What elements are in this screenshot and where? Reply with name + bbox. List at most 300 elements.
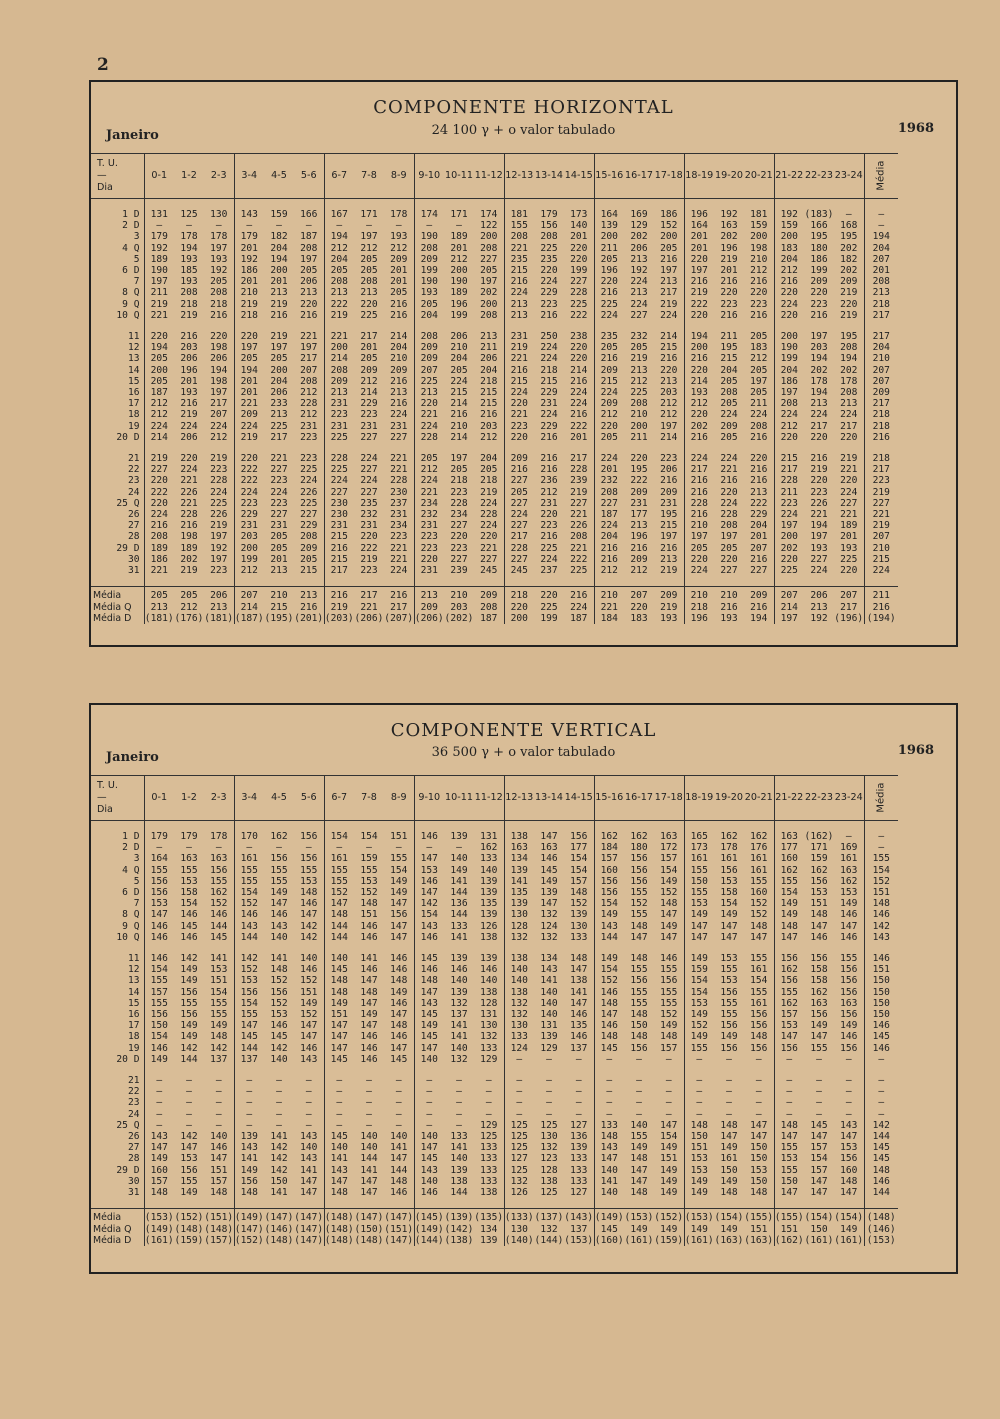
hour-value: 229 (750, 509, 768, 521)
hour-value: 216 (720, 276, 738, 288)
hour-value: 216 (480, 409, 498, 421)
hour-value: 133 (570, 1175, 588, 1187)
hour-value: 162 (810, 986, 828, 998)
hour-value: 207 (624, 587, 654, 602)
hour-value: 164 (684, 220, 714, 231)
hour-value: 220 (414, 554, 444, 565)
hour-value: 201 (684, 231, 714, 242)
hour-value: 206 (630, 242, 648, 254)
hour-value: 224 (144, 421, 174, 432)
hour-value: 152 (750, 909, 768, 921)
hour-value: 209 (840, 276, 858, 288)
hour-value: 142 (270, 1153, 288, 1165)
hour-value: 140 (450, 1153, 468, 1165)
hour-value: 146 (414, 932, 444, 943)
hour-value: 209 (594, 365, 624, 376)
hour-value: (147) (294, 1223, 324, 1235)
hour-value: 227 (270, 464, 288, 476)
hour-value: 133 (480, 1142, 498, 1154)
hour-value: 169 (840, 842, 858, 854)
hour-value: 179 (540, 209, 558, 220)
hour-value: 204 (720, 364, 738, 376)
hour-value: 152 (750, 898, 768, 910)
hour-value: 147 (570, 997, 588, 1009)
hour-value: 155 (750, 875, 768, 887)
hour-header: 19-20 (714, 776, 744, 821)
hour-value: 204 (480, 364, 498, 376)
mean-header (864, 776, 898, 821)
hour-value: 221 (180, 475, 198, 487)
hour-value: 146 (360, 1031, 378, 1043)
hour-value: 197 (234, 342, 264, 353)
hour-value: 223 (414, 531, 444, 542)
daily-mean: — (864, 209, 898, 220)
hour-value: 223 (450, 542, 468, 554)
hour-value: 150 (630, 1020, 648, 1032)
hour-value: 180 (810, 242, 828, 254)
hour-value: 147 (300, 1020, 318, 1032)
hour-header: 15-16 (594, 154, 624, 199)
hour-value: 146 (300, 898, 318, 910)
hour-value: 216 (570, 375, 588, 387)
hour-value: 144 (324, 932, 354, 943)
hour-value: 149 (660, 920, 678, 932)
hour-value: 214 (360, 387, 378, 399)
group-gap (91, 576, 898, 587)
hour-value: 189 (450, 231, 468, 243)
hour-value: 213 (270, 565, 288, 577)
hour-header: 15-16 (594, 776, 624, 821)
hour-value: 130 (504, 909, 534, 920)
hour-value: 209 (744, 587, 774, 602)
hour-value: 225 (540, 242, 558, 254)
hour-value: 187 (144, 387, 174, 398)
daily-mean: 208 (864, 276, 898, 287)
hour-value: 149 (660, 875, 678, 887)
day-label: 21 (127, 453, 140, 465)
hour-value: 223 (540, 520, 558, 532)
hour-value: 214 (144, 432, 174, 443)
daily-mean: 150 (864, 975, 898, 986)
hour-value: 194 (750, 612, 768, 624)
hour-value: 194 (684, 331, 714, 342)
hour-value: 224 (630, 276, 648, 288)
hour-value: 219 (504, 342, 534, 353)
hour-value: (142) (444, 1223, 474, 1235)
hour-value: 220 (774, 287, 804, 298)
hour-value: 155 (630, 909, 648, 921)
hour-value: 200 (684, 342, 714, 353)
hour-header: 6-7 (324, 154, 354, 199)
hour-value: 133 (480, 1175, 498, 1187)
hour-value: — (845, 1053, 852, 1065)
hour-value: 227 (450, 553, 468, 565)
hour-value: 221 (504, 409, 534, 420)
hour-value: 199 (570, 265, 588, 277)
table-row (91, 1097, 898, 1108)
hour-value: 224 (720, 453, 738, 465)
hour-value: — (726, 1097, 732, 1109)
hour-value: 158 (810, 975, 828, 987)
daily-mean: 204 (864, 342, 898, 353)
hour-value: 194 (324, 231, 354, 242)
hour-value: — (755, 1075, 762, 1087)
hour-value: 146 (450, 964, 468, 976)
hour-value: 200 (504, 613, 534, 624)
hour-value: 149 (270, 887, 288, 899)
hour-value: 166 (300, 209, 318, 220)
hour-value: 155 (750, 986, 768, 998)
hour-value: 142 (300, 931, 318, 943)
hour-value: 220 (234, 331, 264, 342)
hour-value: 205 (480, 464, 498, 476)
hour-value: 216 (270, 309, 288, 321)
hour-value: 156 (630, 875, 648, 887)
hour-value: 212 (660, 398, 678, 410)
hour-value: 223 (774, 498, 804, 509)
hour-value: 159 (774, 220, 804, 231)
hour-value: 224 (300, 475, 318, 487)
table-row (91, 1142, 898, 1153)
hour-value: 190 (774, 342, 804, 353)
hour-value: 151 (360, 909, 378, 921)
hour-value: (206) (354, 612, 384, 624)
hour-value: 194 (210, 364, 228, 376)
hour-value: 190 (450, 276, 468, 288)
hour-value: 156 (270, 986, 288, 998)
hour-value: — (575, 1086, 582, 1098)
hour-value: — (305, 220, 312, 232)
hour-value: 217 (570, 453, 588, 465)
hour-value: 221 (390, 453, 408, 465)
hour-value: 165 (684, 831, 714, 842)
hour-value: — (594, 1109, 624, 1120)
hour-value: 147 (720, 931, 738, 943)
hour-value: 202 (774, 543, 804, 554)
hour-value: 137 (234, 1054, 264, 1065)
hour-value: 212 (360, 242, 378, 254)
table-row (91, 831, 898, 842)
hour-value: 224 (210, 420, 228, 432)
hour-value: (148) (324, 1234, 354, 1246)
hour-value: 224 (540, 353, 558, 365)
table-row (91, 1009, 898, 1020)
hour-value: 220 (660, 364, 678, 376)
hour-value: 154 (750, 975, 768, 987)
hour-value: 201 (234, 376, 264, 387)
hour-value: 208 (720, 387, 738, 399)
hour-value: 229 (540, 420, 558, 432)
hour-value: 147 (324, 1176, 354, 1187)
hour-value: 220 (480, 531, 498, 543)
hour-value: — (414, 1109, 444, 1120)
hour-value: 124 (540, 920, 558, 932)
hour-value: 151 (210, 1164, 228, 1176)
hour-value: 148 (630, 920, 648, 932)
hour-value: 213 (324, 387, 354, 398)
hour-value: 149 (684, 1187, 714, 1198)
hour-value: 216 (750, 553, 768, 565)
table-row (91, 487, 898, 498)
hour-value: 219 (480, 486, 498, 498)
hour-value: 228 (504, 543, 534, 554)
hour-value: — (215, 1108, 222, 1120)
hour-value: 163 (180, 853, 198, 865)
hour-value: 220 (594, 421, 624, 432)
summary-row (91, 602, 898, 613)
hour-value: 220 (810, 475, 828, 487)
hour-value: 205 (174, 587, 204, 602)
hour-value: 170 (234, 831, 264, 842)
hour-value: 156 (300, 831, 318, 842)
hour-value: 231 (324, 398, 354, 409)
hour-value: 159 (684, 964, 714, 975)
hour-value: 155 (270, 875, 288, 887)
hour-value: 197 (660, 265, 678, 277)
hour-value: 245 (480, 565, 498, 577)
hour-value: 210 (450, 342, 468, 354)
day-label: 18 (127, 1031, 140, 1043)
hour-value: 218 (504, 587, 534, 602)
hour-value: 154 (774, 887, 804, 898)
hour-value: — (665, 1108, 672, 1120)
hour-value: 157 (210, 1175, 228, 1187)
hour-value: 190 (144, 265, 174, 276)
mean-header (864, 154, 898, 199)
hour-value: 132 (450, 997, 468, 1009)
hour-value: (133) (504, 1209, 534, 1224)
hour-value: 200 (630, 420, 648, 432)
table-title: COMPONENTE HORIZONTAL (373, 97, 674, 118)
day-label: 29 D (116, 542, 140, 554)
hour-value: (196) (834, 612, 864, 624)
hour-value: — (755, 1097, 762, 1109)
hour-value: 147 (840, 1131, 858, 1143)
hour-value: (144) (534, 1234, 564, 1246)
hour-value: 149 (720, 1223, 738, 1235)
group-gap (91, 443, 898, 453)
hour-value: 156 (810, 875, 828, 887)
hour-value: 204 (414, 310, 444, 321)
hour-value: 220 (360, 531, 378, 543)
hour-value: 203 (180, 342, 198, 354)
hour-value: 217 (840, 420, 858, 432)
hour-value: 226 (180, 486, 198, 498)
hour-value: (154) (834, 1209, 864, 1224)
hour-value: 132 (540, 909, 558, 921)
hour-value: 152 (234, 964, 264, 975)
hour-value: 221 (360, 601, 378, 613)
hour-value: 157 (144, 1176, 174, 1187)
hour-value: 155 (630, 986, 648, 998)
hour-value: 210 (714, 587, 744, 602)
hour-value: 154 (180, 898, 198, 910)
hour-value: 204 (750, 520, 768, 532)
hour-value: 146 (300, 964, 318, 976)
hour-value: 223 (210, 464, 228, 476)
hour-value: 227 (324, 487, 354, 498)
hour-value: 212 (360, 375, 378, 387)
hour-value: 197 (774, 613, 804, 624)
hour-value: 189 (144, 254, 174, 265)
hour-value: 133 (504, 1031, 534, 1042)
hour-value: 220 (810, 431, 828, 443)
hour-value: 154 (594, 964, 624, 975)
hour-value: (160) (594, 1234, 624, 1246)
hour-value: — (594, 1054, 624, 1065)
hour-value: 148 (594, 998, 624, 1009)
hour-value: — (414, 1097, 444, 1108)
hour-value: 195 (720, 342, 738, 354)
hour-value: 218 (450, 475, 468, 487)
hour-value: 216 (810, 309, 828, 321)
hour-value: 148 (750, 1187, 768, 1199)
hour-value: 141 (270, 1187, 288, 1199)
hour-value: 224 (540, 276, 558, 288)
hour-value: 125 (504, 1131, 534, 1142)
hour-value: 148 (390, 1020, 408, 1032)
hour-value: 215 (504, 265, 534, 276)
hour-value: 194 (234, 365, 264, 376)
hour-value: (187) (234, 612, 264, 624)
hour-value: 208 (480, 601, 498, 613)
hour-value: 213 (210, 601, 228, 613)
hour-value: 150 (270, 1175, 288, 1187)
hour-value: 154 (360, 831, 378, 842)
daily-mean: 150 (864, 987, 898, 998)
hour-value: 155 (810, 1042, 828, 1054)
hour-value: 139 (594, 220, 624, 231)
hour-value: (153) (684, 1209, 714, 1224)
hour-value: 221 (810, 509, 828, 521)
hour-header: 18-19 (684, 776, 714, 821)
hour-value: 147 (360, 997, 378, 1009)
hour-value: 245 (504, 565, 534, 576)
hour-value: 193 (414, 287, 444, 298)
day-label: 14 (127, 364, 140, 376)
hour-value: 152 (684, 1020, 714, 1031)
hour-value: 205 (360, 253, 378, 265)
daily-mean: 209 (864, 387, 898, 398)
hour-value: 224 (480, 497, 498, 509)
hour-value: 224 (570, 601, 588, 613)
hour-value: 216 (660, 253, 678, 265)
hour-value: 162 (840, 875, 858, 887)
hour-value: 149 (390, 887, 408, 899)
hour-value: 205 (630, 342, 648, 354)
hour-value: 194 (144, 342, 174, 353)
hour-value: 147 (570, 964, 588, 976)
hour-value: — (276, 1086, 282, 1098)
hour-value: 220 (210, 331, 228, 343)
hour-value: 147 (210, 1153, 228, 1165)
hour-value: 216 (540, 431, 558, 443)
hour-value: 222 (570, 309, 588, 321)
hour-value: 146 (210, 1142, 228, 1154)
hour-value: 138 (570, 975, 588, 987)
hour-value: 216 (540, 453, 558, 465)
hour-value: 197 (210, 242, 228, 254)
hour-value: 146 (234, 909, 264, 920)
hour-value: — (504, 1075, 534, 1086)
hour-value: 220 (810, 287, 828, 299)
day-label: 17 (127, 398, 140, 410)
daily-mean: 142 (864, 1120, 898, 1131)
hour-value: 224 (390, 409, 408, 421)
summary-label: Média D (93, 1234, 132, 1246)
hour-value: 156 (720, 1042, 738, 1054)
hour-value: 152 (300, 975, 318, 987)
hour-value: 137 (570, 1042, 588, 1054)
hour-value: (161) (144, 1234, 174, 1246)
hour-value: (202) (444, 612, 474, 624)
day-label: 8 Q (122, 909, 140, 921)
day-label: 7 (133, 898, 140, 910)
hour-value: 223 (210, 565, 228, 577)
hour-value: 219 (324, 602, 354, 613)
hour-value: 219 (210, 453, 228, 465)
summary-row (91, 1235, 898, 1246)
hour-value: 217 (840, 601, 858, 613)
table-row (91, 209, 898, 220)
daily-mean: 146 (864, 1176, 898, 1187)
hour-value: 146 (270, 1020, 288, 1032)
hour-value: 150 (750, 1175, 768, 1187)
hour-value: 149 (840, 1223, 858, 1235)
day-label: 2 D (122, 220, 140, 232)
hour-value: 216 (384, 587, 414, 602)
hour-value: 147 (810, 1175, 828, 1187)
hour-value: 226 (300, 486, 318, 498)
hour-value: 145 (270, 1031, 288, 1043)
hour-value: — (395, 1086, 402, 1098)
table-row (91, 520, 898, 531)
daily-mean: — (864, 1054, 898, 1065)
daily-mean: 146 (864, 909, 898, 920)
hour-value: 205 (414, 299, 444, 310)
hour-value: 141 (450, 931, 468, 943)
hour-value: 220 (684, 409, 714, 420)
hour-value: 147 (300, 1031, 318, 1043)
day-label: 16 (127, 1009, 140, 1021)
hour-value: — (414, 220, 444, 231)
hour-value: — (395, 1097, 402, 1109)
hour-value: 224 (480, 520, 498, 532)
daily-mean: 146 (864, 1043, 898, 1054)
hour-value: 154 (234, 998, 264, 1009)
hour-value: 231 (300, 420, 318, 432)
hour-value: 193 (180, 253, 198, 265)
hour-value: 213 (504, 310, 534, 321)
hour-value: 206 (450, 331, 468, 343)
hour-value: 143 (540, 964, 558, 976)
hour-value: 176 (750, 842, 768, 854)
hour-value: 213 (630, 287, 648, 299)
hour-value: 196 (594, 265, 624, 276)
hour-value: 147 (840, 1187, 858, 1199)
hour-value: 132 (540, 1142, 558, 1154)
hour-value: 154 (144, 1031, 174, 1042)
hour-value: 128 (480, 997, 498, 1009)
hour-value: 195 (630, 464, 648, 476)
hour-value: — (845, 831, 852, 842)
hour-value: 222 (234, 475, 264, 486)
hour-value: 220 (684, 254, 714, 265)
hour-value: 148 (720, 1187, 738, 1199)
hour-value: 225 (270, 420, 288, 432)
hour-value: 143 (840, 1119, 858, 1131)
hour-value: 225 (210, 497, 228, 509)
